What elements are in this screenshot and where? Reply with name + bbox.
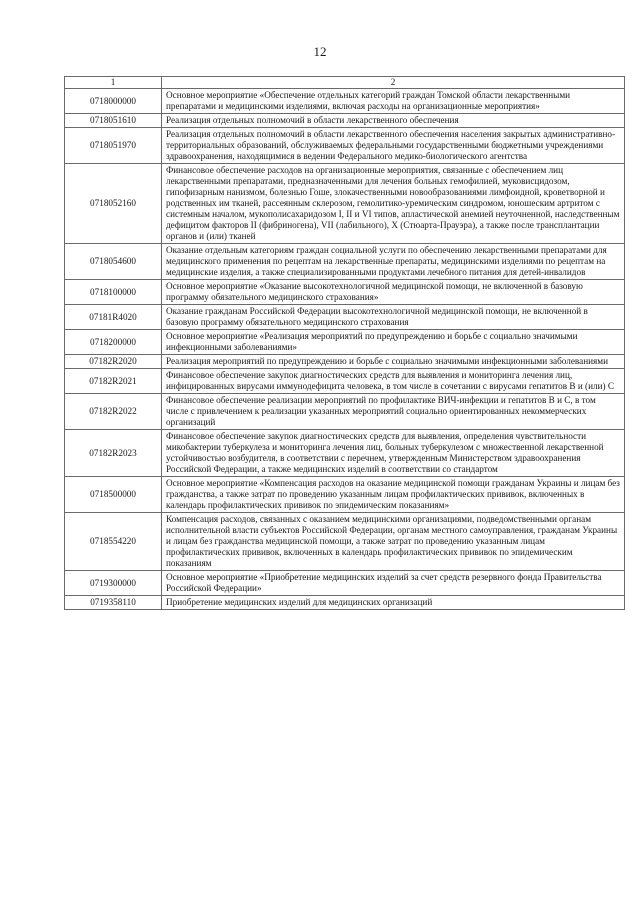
table-row [65, 477, 625, 513]
description-cell: Финансовое обеспечение расходов на организационные мероприятия, связанные с обеспечением лиц лекарственными препаратами, предназначенными для лечения больных гемофилией, муковисцидозом, гипофизарным нанизмом, болезнью Гоше, злокачественными новообразованиями лимфоидной, кроветворной и родственных им тканей, рассеянным склерозом, гемолитико-уремическим синдромом, юношеским артритом с системным началом, мукополисахаридозом I, II и VI типов, апластической анемией неуточненной, наследственным дефицитом факторов II (фибриногена), VII (лабильного), X (Стюарта-Прауэра), а также после трансплантации органов и (или) тканей [162, 164, 625, 244]
table-row [65, 430, 625, 477]
code-cell: 07182R2021 [65, 369, 162, 394]
description-cell: Основное мероприятие «Реализация мероприятий по предупреждению и борьбе с социально значимыми инфекционными заболеваниями» [162, 330, 625, 355]
code-cell: 0718052160 [65, 164, 162, 244]
table-row [65, 128, 625, 164]
table-row [65, 596, 625, 610]
description-cell: Основное мероприятие «Оказание высокотехнологичной медицинской помощи, не включенной в базовую программу обязательного медицинского страхования» [162, 280, 625, 305]
code-cell: 07182R2022 [65, 394, 162, 430]
description-cell: Основное мероприятие «Обеспечение отдельных категорий граждан Томской области лекарственными препаратами и медицинскими изделиями, включая расходы на организационные мероприятия» [162, 89, 625, 114]
page-number: 12 [313, 44, 327, 59]
table-row [65, 244, 625, 280]
table-row [65, 571, 625, 596]
description-cell: Реализация отдельных полномочий в области лекарственного обеспечения населения закрытых административно-территориальных образований, обслуживаемых федеральными государственными бюджетными учреждениями здравоохранения, находящимися в ведении Федерального медико-биологического агентства [162, 128, 625, 164]
table-row [65, 330, 625, 355]
table-row [65, 305, 625, 330]
description-cell: Оказание отдельным категориям граждан социальной услуги по обеспечению лекарственными препаратами для медицинского применения по рецептам на лекарственные препараты, медицинскими изделиями по рецептам на медицинские изделия, а также специализированными продуктами лечебного питания для детей-инвалидов [162, 244, 625, 280]
table-row [65, 89, 625, 114]
description-cell: Оказание гражданам Российской Федерации высокотехнологичной медицинской помощи, не включенной в базовую программу обязательного медицинского страхования [162, 305, 625, 330]
code-cell: 0719300000 [65, 571, 162, 596]
description-cell: Основное мероприятие «Приобретение медицинских изделий за счет средств резервного фонда Правительства Российской Федерации» [162, 571, 625, 596]
column-header-description: 2 [162, 77, 625, 89]
description-cell: Реализация отдельных полномочий в области лекарственного обеспечения [162, 114, 625, 128]
column-header-code: 1 [65, 77, 162, 89]
code-cell: 0718000000 [65, 89, 162, 114]
description-cell: Финансовое обеспечение закупок диагностических средств для выявления, определения чувствительности микобактерии туберкулеза и мониторинга лечения лиц, больных туберкулезом с множественной лекарственной устойчивостью возбудителя, в соответствии с перечнем, утвержденным Министерством здравоохранения Российской Федерации, а также медицинских изделий в соответствии со стандартом [162, 430, 625, 477]
table-row [65, 394, 625, 430]
code-cell: 0718500000 [65, 477, 162, 513]
code-cell: 07182R2023 [65, 430, 162, 477]
table-row [65, 513, 625, 571]
code-cell: 0718054600 [65, 244, 162, 280]
code-cell: 07182R2020 [65, 355, 162, 369]
code-cell: 0718051970 [65, 128, 162, 164]
table-header-row [65, 77, 625, 89]
table-row [65, 114, 625, 128]
description-cell: Приобретение медицинских изделий для медицинских организаций [162, 596, 625, 610]
code-cell: 0718200000 [65, 330, 162, 355]
budget-codes-table [64, 76, 625, 610]
table-row [65, 164, 625, 244]
code-cell: 0718554220 [65, 513, 162, 571]
description-cell: Реализация мероприятий по предупреждению и борьбе с социально значимыми инфекционными заболеваниями [162, 355, 625, 369]
table-row [65, 280, 625, 305]
table-row [65, 355, 625, 369]
description-cell: Компенсация расходов, связанных с оказанием медицинскими организациями, подведомственными органам исполнительной власти субъектов Российской Федерации, органам местного самоуправления, гражданам Украины и лицам без гражданства медицинской помощи, а также затрат по проведению указанным лицам профилактических прививок, включенных в календарь профилактических прививок по эпидемическим показаниям [162, 513, 625, 571]
code-cell: 0719358110 [65, 596, 162, 610]
description-cell: Финансовое обеспечение реализации мероприятий по профилактике ВИЧ-инфекции и гепатитов В и С, в том числе с привлечением к реализации указанных мероприятий социально ориентированных некоммерческих организаций [162, 394, 625, 430]
description-cell: Финансовое обеспечение закупок диагностических средств для выявления и мониторинга лечения лиц, инфицированных вирусами иммунодефицита человека, в том числе в сочетании с вирусами гепатитов В и (или) С [162, 369, 625, 394]
description-cell: Основное мероприятие «Компенсация расходов на оказание медицинской помощи гражданам Украины и лицам без гражданства, а также затрат по проведению указанным лицам профилактических прививок, включенных в календарь профилактических прививок по эпидемическим показаниям» [162, 477, 625, 513]
code-cell: 07181R4020 [65, 305, 162, 330]
code-cell: 0718051610 [65, 114, 162, 128]
code-cell: 0718100000 [65, 280, 162, 305]
table-row [65, 369, 625, 394]
